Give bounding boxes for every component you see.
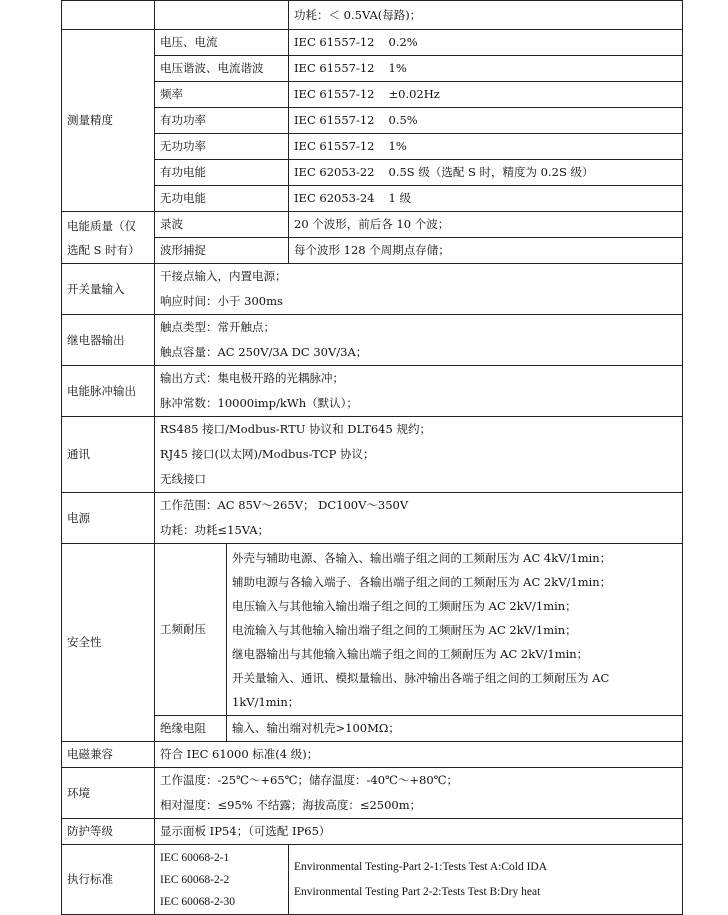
relay-output-value: 触点类型：常开触点； 触点容量：AC 250V/3A DC 30V/3A； (155, 315, 683, 366)
accuracy-value: 0.5S 级（选配 S 时，精度为 0.2S 级） (388, 165, 594, 179)
pulse-output-value: 输出方式：集电极开路的光耦脉冲； 脉冲常数：10000imp/kWh（默认）； (155, 366, 683, 417)
table-row (62, 366, 683, 417)
table-row (62, 108, 683, 134)
table-row (62, 417, 683, 493)
accuracy-value: ±0.02Hz (388, 87, 440, 101)
power-quality-value: 每个波形 128 个周期点存储； (289, 238, 683, 264)
power-supply-label: 电源 (62, 493, 155, 544)
accuracy-value: 1% (388, 139, 407, 153)
spec-sheet (61, 0, 682, 909)
emc-label: 电磁兼容 (62, 742, 155, 768)
table-row (62, 315, 683, 366)
accuracy-item: 有功电能 (155, 160, 289, 186)
table-row (62, 82, 683, 108)
accuracy-item: 电压、电流 (155, 30, 289, 56)
protection-label: 防护等级 (62, 819, 155, 845)
withstand-label: 工频耐压 (155, 544, 227, 716)
table-row (62, 493, 683, 544)
insulation-value: 输入、输出端对机壳>100MΩ； (227, 716, 683, 742)
withstand-value: 外壳与辅助电源、各输入、输出端子组之间的工频耐压为 AC 4kV/1min； 辅助电源与各输入端子、各输出端子组之间的工频耐压为 AC 2kV/1min； 电压输入与其他输入输出端子组之间的工频耐压为 AC 2kV/1min； 电流输入与其他输入输出端子组之间的工频耐压为 AC 2kV/1min； 继电器输出与其他输入输出端子组之间的工频耐压为 AC 2kV/1min； 开关量输入、通讯、模拟量输出、脉冲输出各端子组之间的工频耐压为 AC 1kV/1min； (227, 544, 683, 716)
switch-input-label: 开关量输入 (62, 264, 155, 315)
accuracy-value: 0.2% (388, 35, 418, 49)
table-row (62, 819, 683, 845)
environment-label: 环境 (62, 768, 155, 819)
table-row (62, 1, 683, 30)
accuracy-standard: IEC 61557-12 (294, 139, 375, 153)
accuracy-standard: IEC 61557-12 (294, 61, 375, 75)
table-row (62, 768, 683, 819)
standards-label: 执行标准 (62, 845, 155, 915)
accuracy-item: 无功功率 (155, 134, 289, 160)
standards-titles: Environmental Testing-Part 2-1:Tests Test A:Cold IDA Environmental Testing Part 2-2:Tests Test B:Dry heat (289, 845, 683, 915)
accuracy-standard: IEC 61557-12 (294, 35, 375, 49)
power-quality-value: 20 个波形，前后各 10 个波； (289, 212, 683, 238)
table-row (62, 30, 683, 56)
standards-codes: IEC 60068-2-1 IEC 60068-2-2 IEC 60068-2-30 (155, 845, 289, 915)
table-row (62, 56, 683, 82)
power-quality-item: 波形捕捉 (155, 238, 289, 264)
table-row (62, 716, 683, 742)
insulation-label: 绝缘电阻 (155, 716, 227, 742)
table-row (62, 845, 683, 915)
accuracy-label: 测量精度 (62, 30, 155, 212)
table-row (62, 212, 683, 238)
accuracy-item: 无功电能 (155, 186, 289, 212)
power-quality-label: 电能质量（仅 选配 S 时有） (62, 212, 155, 264)
table-row (62, 238, 683, 264)
accuracy-standard: IEC 62053-24 (294, 191, 375, 205)
comm-label: 通讯 (62, 417, 155, 493)
spec-table (61, 0, 683, 915)
table-row (62, 264, 683, 315)
accuracy-standard: IEC 61557-12 (294, 113, 375, 127)
accuracy-item: 电压谐波、电流谐波 (155, 56, 289, 82)
accuracy-value: 1 级 (388, 191, 411, 205)
emc-value: 符合 IEC 61000 标准(4 级)； (155, 742, 683, 768)
accuracy-standard: IEC 62053-22 (294, 165, 375, 179)
table-row (62, 134, 683, 160)
accuracy-item: 有功功率 (155, 108, 289, 134)
safety-label: 安全性 (62, 544, 155, 742)
power-consumption-value: 功耗：＜ 0.5VA(每路)； (289, 1, 683, 30)
accuracy-standard: IEC 61557-12 (294, 87, 375, 101)
accuracy-value: 0.5% (388, 113, 418, 127)
relay-output-label: 继电器输出 (62, 315, 155, 366)
power-supply-value: 工作范围：AC 85V～265V； DC100V～350V 功耗：功耗≤15VA； (155, 493, 683, 544)
pulse-output-label: 电能脉冲输出 (62, 366, 155, 417)
power-quality-item: 录波 (155, 212, 289, 238)
accuracy-item: 频率 (155, 82, 289, 108)
table-row (62, 160, 683, 186)
accuracy-value: 1% (388, 61, 407, 75)
table-row (62, 186, 683, 212)
switch-input-value: 干接点输入，内置电源； 响应时间：小于 300ms (155, 264, 683, 315)
comm-value: RS485 接口/Modbus-RTU 协议和 DLT645 规约； RJ45 接口(以太网)/Modbus-TCP 协议； 无线接口 (155, 417, 683, 493)
environment-value: 工作温度：-25℃～+65℃；储存温度：-40℃～+80℃； 相对湿度：≤95% 不结露；海拔高度：≤2500m； (155, 768, 683, 819)
table-row (62, 544, 683, 716)
protection-value: 显示面板 IP54；（可选配 IP65） (155, 819, 683, 845)
table-row (62, 742, 683, 768)
